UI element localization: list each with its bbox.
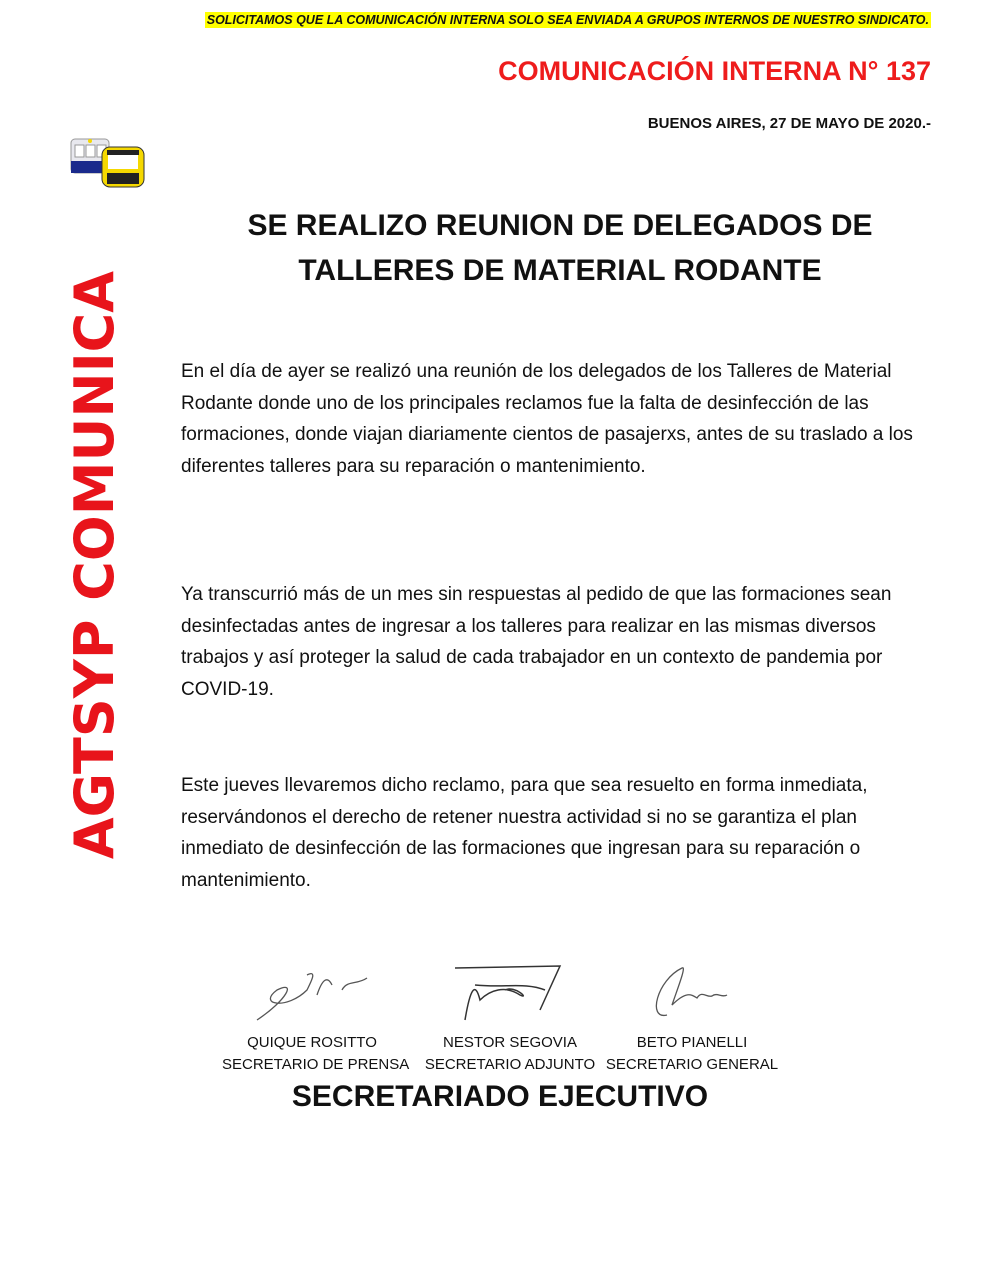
- signature-image: [247, 960, 377, 1026]
- headline-line: SE REALIZO REUNION DE DELEGADOS DE: [247, 209, 873, 242]
- signatory-name: BETO PIANELLI: [636, 1034, 748, 1051]
- signatory-role: SECRETARIO GENERAL: [605, 1056, 779, 1073]
- agtsyp-comunica-banner: AGTSYP COMUNICA: [63, 270, 126, 860]
- paragraph: En el día de ayer se realizó una reunión de los delegados de los Talleres de Material Rodante donde uno de los principales reclamos fue la falta de desinfección de las formaciones, donde viajan diariamente cientos de pasajerxs, antes de su traslado a los diferentes talleres para su reparación o mantenimiento.: [181, 361, 913, 478]
- signature-block: [420, 960, 600, 1076]
- signature-block: [222, 960, 410, 1076]
- headline: [200, 203, 920, 293]
- headline-line: TALLERES DE MATERIAL RODANTE: [298, 254, 822, 287]
- signatory-name: QUIQUE ROSITTO: [247, 1034, 377, 1051]
- signatory-role: SECRETARIO ADJUNTO: [424, 1056, 596, 1073]
- train-logo-icon: [70, 135, 148, 190]
- paragraph: Este jueves llevaremos dicho reclamo, para que sea resuelto en forma inmediata, reservándonos el derecho de retener nuestra actividad si no se garantiza el plan inmediato de desinfección de las formaciones que ingresan para su reparación o mantenimiento.: [181, 775, 868, 892]
- signature-image: [445, 960, 575, 1026]
- signature-image: [627, 960, 757, 1026]
- signatory-role: SECRETARIO DE PRENSA: [222, 1056, 410, 1073]
- signatory-name: NESTOR SEGOVIA: [443, 1034, 577, 1051]
- signature-block: [602, 960, 782, 1076]
- footer-title: SECRETARIADO EJECUTIVO: [291, 1080, 709, 1113]
- distribution-notice: SOLICITAMOS QUE LA COMUNICACIÓN INTERNA SOLO SEA ENVIADA A GRUPOS INTERNOS DE NUESTRO SINDICATO.: [206, 13, 929, 27]
- date-line: BUENOS AIRES, 27 DE MAYO DE 2020.-: [647, 115, 931, 132]
- paragraph: Ya transcurrió más de un mes sin respuestas al pedido de que las formaciones sean desinfectadas antes de ingresar a los talleres para realizar en las mismas diversos trabajos y así proteger la salud de cada trabajador en un contexto de pandemia por COVID-19.: [181, 584, 892, 701]
- communication-title: COMUNICACIÓN INTERNA N° 137: [498, 56, 931, 86]
